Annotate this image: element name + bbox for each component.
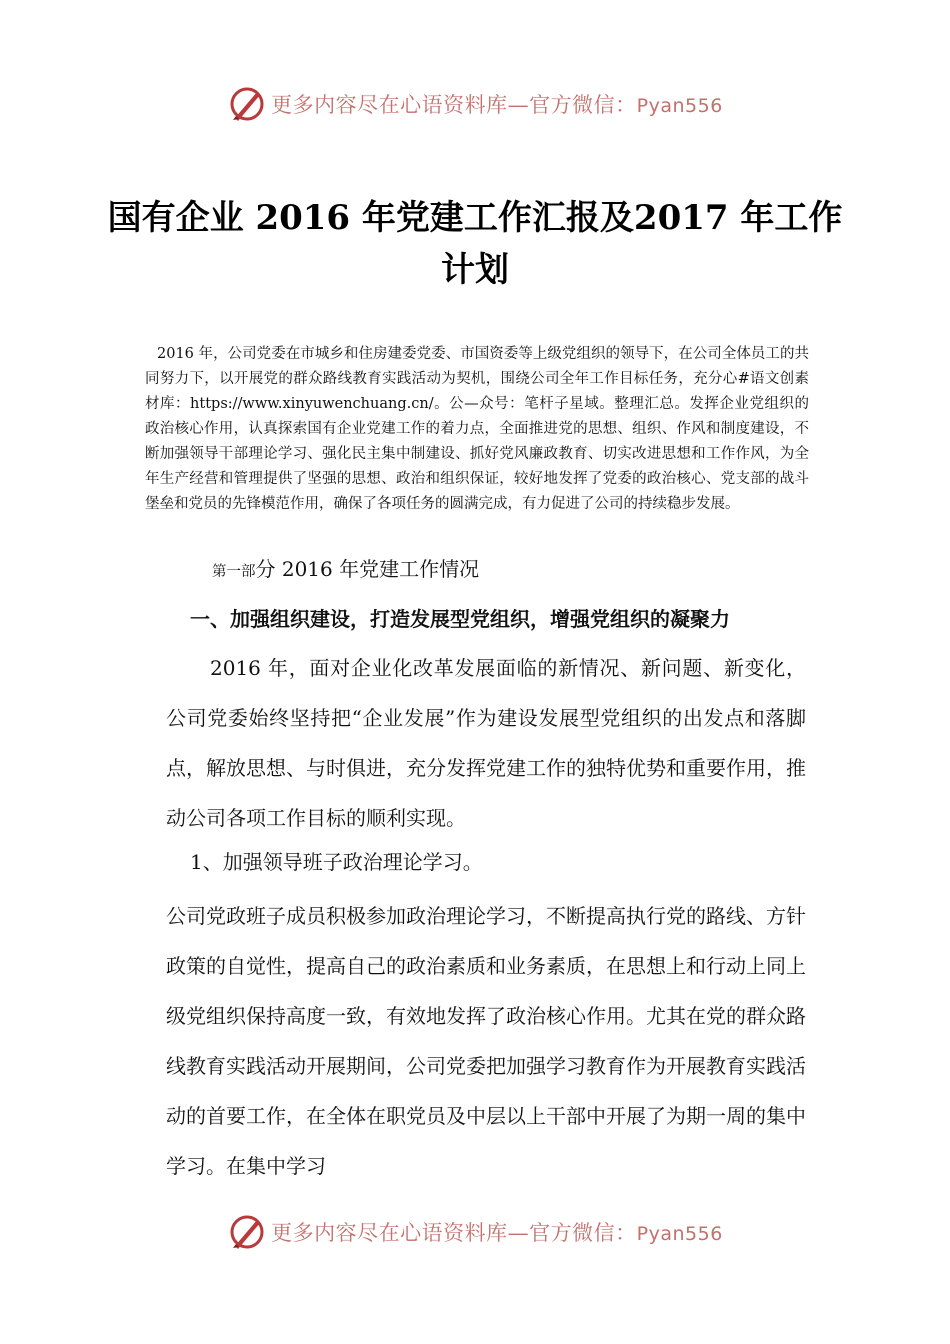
pen-logo-icon [227,1212,267,1252]
footer-banner [0,1208,950,1256]
banner-text: 更多内容尽在心语资料库—官方微信：Pyan556 [271,93,723,117]
intro-paragraph: 2016 年，公司党委在市城乡和住房建委党委、市国资委等上级党组织的领导下，在公司全体员工的共同努力下，以开展党的群众路线教育实践活动为契机，围绕公司全年工作目标任务，充分心#语文创素材库：https://www.xinyuwenchuang.cn/。公—众号：笔杆子星域。整理汇总。发挥企业党组织的政治核心作用，认真探索国有企业党建工作的着力点，全面推进党的思想、组织、作风和制度建设，不断加强领导干部理论学习、强化民主集中制建设、抓好党风廉政教育、切实改进思想和工作作风，为全年生产经营和管理提供了坚强的思想、政治和组织保证，较好地发挥了党委的政治核心、党支部的战斗堡垒和党员的先锋模范作用，确保了各项任务的圆满完成，有力促进了公司的持续稳步发展。 [145,346,809,512]
banner-wechat-id: Pyan556 [636,95,723,117]
body-paragraph-2: 公司党政班子成员积极参加政治理论学习，不断提高执行党的路线、方针政策的自觉性，提高自己的政治素质和业务素质，在思想上和行动上同上级党组织保持高度一致，有效地发挥了政治核心作用。尤其在党的群众路线教育实践活动开展期间，公司党委把加强学习教育作为开展教育实践活动的首要工作，在全体在职党员及中层以上干部中开展了为期一周的集中学习。在集中学习 [166,904,806,1178]
item-heading-1: 1、加强领导班子政治理论学习。 [190,850,483,874]
header-banner [0,80,950,128]
banner-wechat-id: Pyan556 [636,1223,723,1245]
pen-logo-icon [227,84,267,124]
banner-text: 更多内容尽在心语资料库—官方微信：Pyan556 [271,1221,723,1245]
part-heading-prefix: 第一部 [212,564,256,580]
body-paragraph-1: 2016 年，面对企业化改革发展面临的新情况、新问题、新变化，公司党委始终坚持把“企业发展”作为建设发展型党组织的出发点和落脚点，解放思想、与时俱进，充分发挥党建工作的独特优势和重要作用，推动公司各项工作目标的顺利实现。 [166,656,806,830]
part-heading [212,555,479,586]
document-title: 国有企业 2016 年党建工作汇报及2017 年工作计划 [107,198,843,290]
section-heading: 一、加强组织建设，打造发展型党组织，增强党组织的凝聚力 [190,607,730,631]
part-heading-rest: 分 2016 年党建工作情况 [255,557,480,581]
